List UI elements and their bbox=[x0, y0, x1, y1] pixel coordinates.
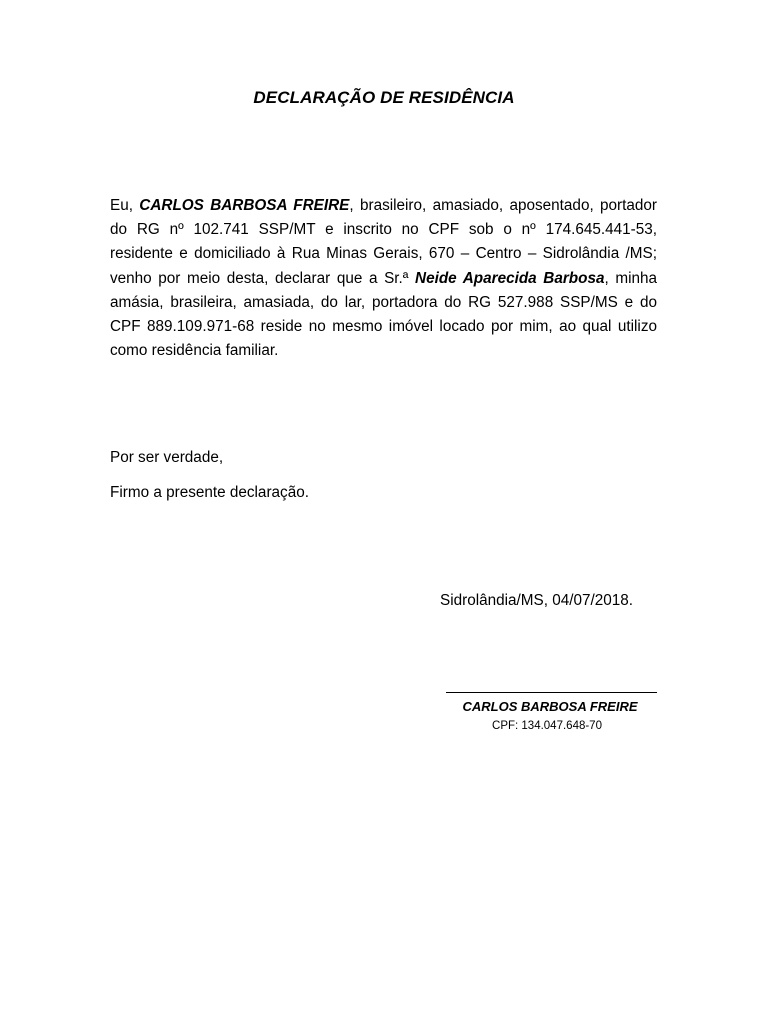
partner-name: Neide Aparecida Barbosa bbox=[415, 269, 605, 287]
signature-line bbox=[446, 692, 657, 693]
signer-cpf: CPF: 134.047.648-70 bbox=[492, 720, 602, 732]
declarant-name: CARLOS BARBOSA FREIRE bbox=[139, 197, 350, 214]
body-text-part-2: , brasileiro, amasiado, aposentado, portador do RG nº 102.741 SSP/MT e inscrito no CPF sob o nº 174.645.441-53, residente e domiciliado à Rua Minas Gerais, 670 – Centro – Sidrolândia /MS; venho por meio desta, declarar que a Sr.ª bbox=[110, 197, 657, 287]
place-and-date: Sidrolândia/MS, 04/07/2018. bbox=[440, 592, 634, 609]
declaration-paragraph bbox=[110, 194, 657, 363]
body-text-part-1: Eu, bbox=[110, 197, 140, 214]
signer-name: CARLOS BARBOSA FREIRE bbox=[462, 699, 638, 714]
closing-line-truth: Por ser verdade, bbox=[110, 449, 224, 466]
body-text-part-3: , minha amásia, brasileira, amasiada, do lar, portadora do RG 527.988 SSP/MS e do CPF 889.109.971-68 reside no mesmo imóvel locado por mim, ao qual utilizo como residência familiar. bbox=[110, 269, 657, 360]
document-title: DECLARAÇÃO DE RESIDÊNCIA bbox=[253, 88, 515, 107]
closing-line-sign: Firmo a presente declaração. bbox=[110, 484, 309, 501]
